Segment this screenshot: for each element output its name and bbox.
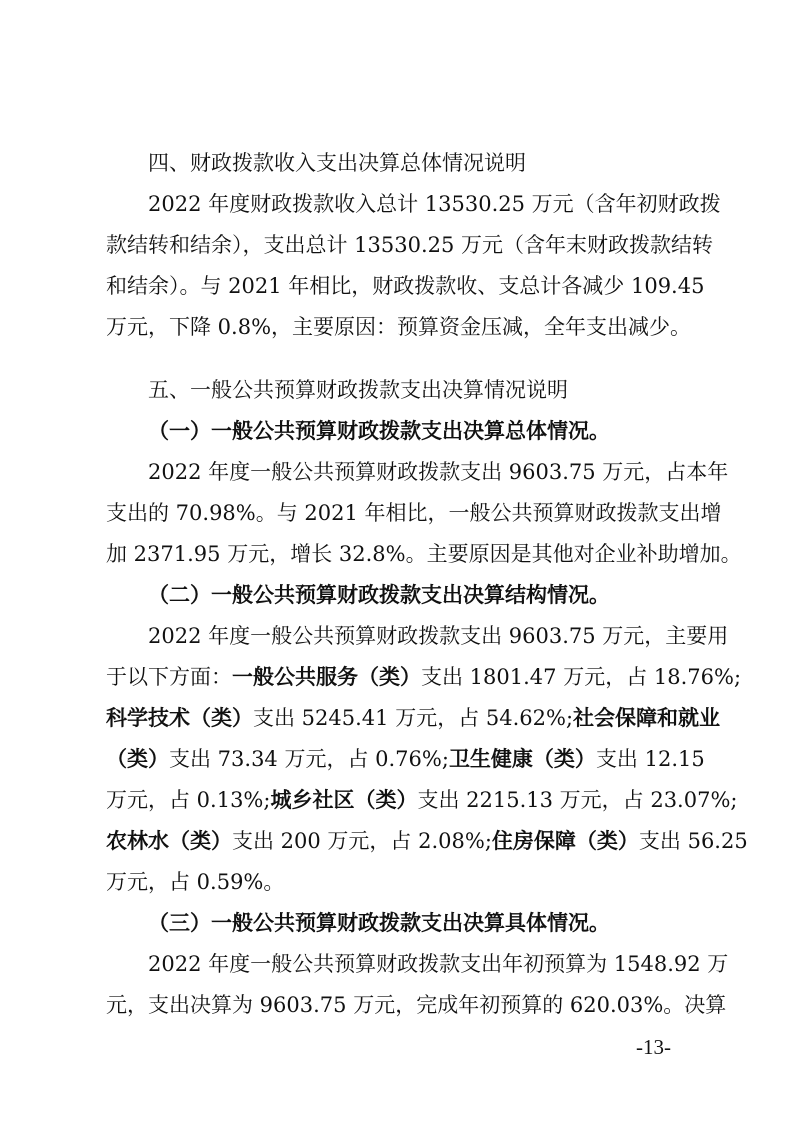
sub2-line-5 — [106, 785, 738, 815]
sub2-line-2 — [106, 662, 742, 692]
sub2-line-3-b: 支出 5245.41 万元，占 54.62%; — [253, 706, 574, 730]
sub3-line-1: 2022 年度一般公共预算财政拨款支出年初预算为 1548.92 万 — [148, 952, 729, 976]
sub2-line-2-a: 于以下方面： — [106, 665, 232, 689]
sub1-line-2: 支出的 70.98%。与 2021 年相比，一般公共预算财政拨款支出增 — [106, 501, 722, 525]
category-agriculture: 农林水（类） — [106, 828, 232, 853]
category-housing: 住房保障（类） — [491, 828, 639, 853]
sub3-title: （三）一般公共预算财政拨款支出决算具体情况。 — [148, 910, 610, 935]
sub2-line-4 — [106, 744, 705, 774]
section4-line-3: 和结余）。与 2021 年相比，财政拨款收、支总计各减少 109.45 — [106, 274, 705, 298]
page-number: -13- — [636, 1035, 671, 1059]
sub1-line-3: 加 2371.95 万元，增长 32.8%。主要原因是其他对企业补助增加。 — [106, 542, 742, 566]
section5-heading: 五、一般公共预算财政拨款支出决算情况说明 — [148, 378, 568, 402]
section4-line-2: 款结转和结余），支出总计 13530.25 万元（含年末财政拨款结转 — [106, 233, 714, 257]
category-urban-rural: 城乡社区（类） — [270, 787, 418, 812]
sub2-line-6-d: 支出 56.25 — [638, 829, 748, 853]
sub2-line-1: 2022 年度一般公共预算财政拨款支出 9603.75 万元，主要用 — [148, 624, 729, 648]
sub2-line-5-c: 支出 2215.13 万元，占 23.07%; — [417, 788, 738, 812]
sub2-line-6-b: 支出 200 万元，占 2.08%; — [232, 829, 492, 853]
sub2-line-2-c: 支出 1801.47 万元，占 18.76%; — [421, 665, 742, 689]
category-health: 卫生健康（类） — [448, 746, 596, 771]
section4-line-4: 万元，下降 0.8%，主要原因：预算资金压减，全年支出减少。 — [106, 315, 692, 339]
sub2-line-4-b: 支出 73.34 万元，占 0.76%; — [169, 747, 449, 771]
sub2-line-5-a: 万元，占 0.13%; — [106, 788, 271, 812]
section4-heading: 四、财政拨款收入支出决算总体情况说明 — [148, 151, 526, 175]
sub1-line-1: 2022 年度一般公共预算财政拨款支出 9603.75 万元，占本年 — [148, 460, 729, 484]
sub2-line-4-d: 支出 12.15 — [595, 747, 705, 771]
sub2-title: （二）一般公共预算财政拨款支出决算结构情况。 — [148, 582, 610, 607]
section4-line-1: 2022 年度财政拨款收入总计 13530.25 万元（含年初财政拨 — [148, 192, 721, 216]
category-social-security-suffix: （类） — [106, 746, 169, 771]
sub2-line-6 — [106, 826, 748, 856]
category-general-public-services: 一般公共服务（类） — [232, 664, 421, 689]
sub2-line-3 — [106, 703, 721, 733]
sub1-title: （一）一般公共预算财政拨款支出决算总体情况。 — [148, 418, 610, 443]
sub2-line-7: 万元，占 0.59%。 — [106, 870, 285, 894]
category-science-technology: 科学技术（类） — [106, 705, 253, 730]
sub3-line-2: 元，支出决算为 9603.75 万元，完成年初预算的 620.03%。决算 — [106, 993, 727, 1017]
category-social-security: 社会保障和就业 — [573, 705, 721, 730]
